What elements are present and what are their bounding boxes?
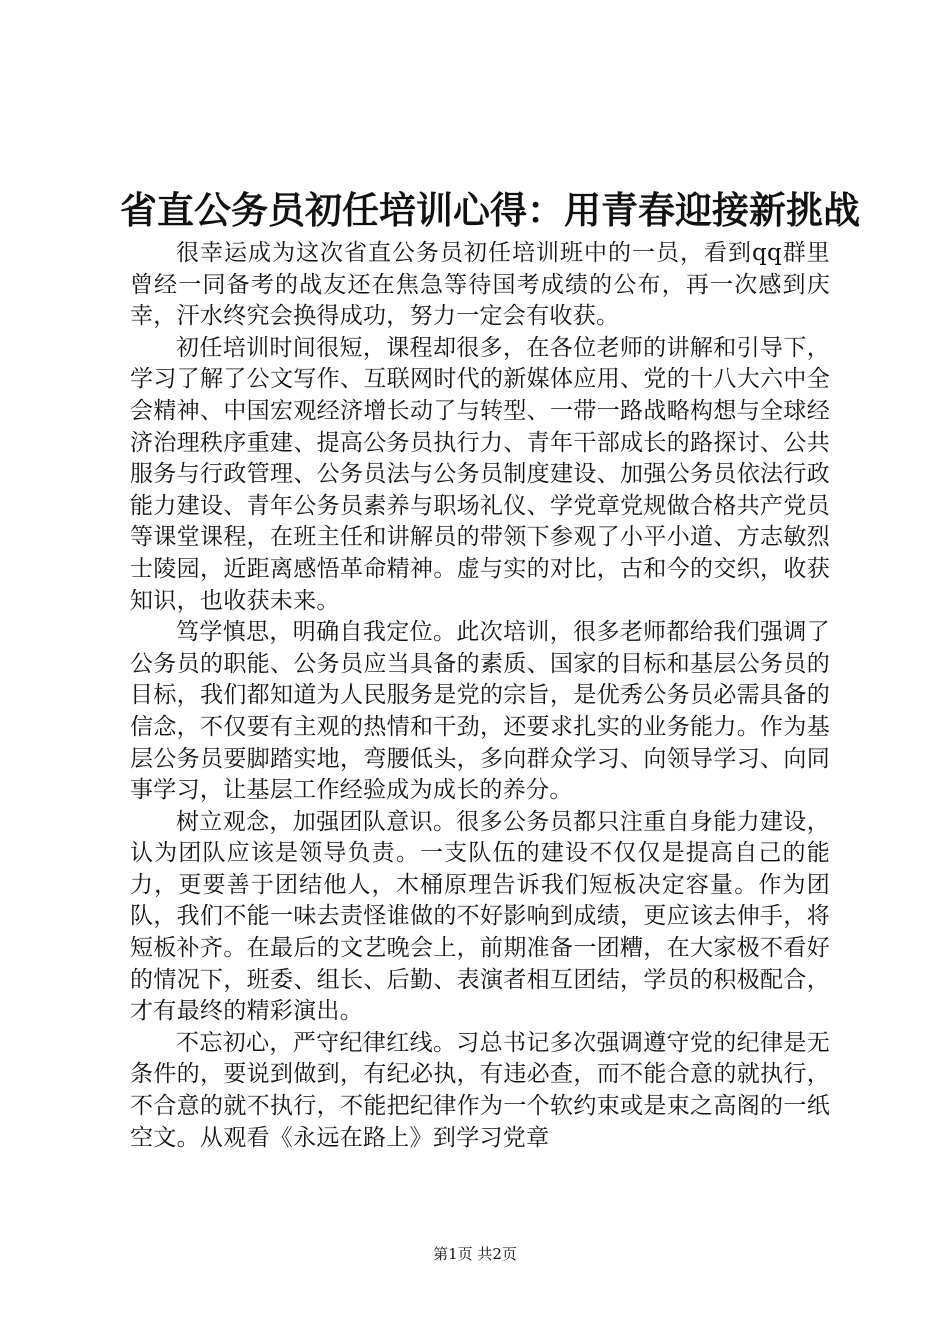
paragraph: 树立观念，加强团队意识。很多公务员都只注重自身能力建设，认为团队应该是领导负责。一支队伍的建设不仅仅是提高自己的能力，更要善于团结他人，木桶原理告诉我们短板决定容量。作为团队，我们不能一味去责怪谁做的不好影响到成绩，更应该去伸手，将短板补齐。在最后的文艺晚会上，前期准备一团糟，在大家极不看好的情况下，班委、组长、后勤、表演者相互团结，学员的积极配合，才有最终的精彩演出。: [130, 808, 830, 1025]
page-footer: 第1页 共2页: [433, 1245, 517, 1263]
document-title: 省直公务员初任培训心得：用青春迎接新挑战: [120, 188, 860, 232]
paragraph: 不忘初心，严守纪律红线。习总书记多次强调遵守党的纪律是无条件的，要说到做到，有纪必执，有违必查，而不能合意的就执行，不合意的就不执行，不能把纪律作为一个软约束或是束之高阁的一纸空文。从观看《永远在路上》到学习党章: [130, 1029, 830, 1151]
document-body: [130, 238, 830, 1154]
paragraph: 笃学慎思，明确自我定位。此次培训，很多老师都给我们强调了公务员的职能、公务员应当具备的素质、国家的目标和基层公务员的目标，我们都知道为人民服务是党的宗旨，是优秀公务员必需具备的信念，不仅要有主观的热情和干劲，还要求扎实的业务能力。作为基层公务员要脚踏实地，弯腰低头，多向群众学习、向领导学习、向同事学习，让基层工作经验成为成长的养分。: [130, 619, 830, 804]
paragraph: 很幸运成为这次省直公务员初任培训班中的一员，看到qq群里曾经一同备考的战友还在焦急等待国考成绩的公布，再一次感到庆幸，汗水终究会换得成功，努力一定会有收获。: [130, 240, 830, 330]
paragraph: 初任培训时间很短，课程却很多，在各位老师的讲解和引导下，学习了解了公文写作、互联网时代的新媒体应用、党的十八大六中全会精神、中国宏观经济增长动了与转型、一带一路战略构想与全球经济治理秩序重建、提高公务员执行力、青年干部成长的路探讨、公共服务与行政管理、公务员法与公务员制度建设、加强公务员依法行政能力建设、青年公务员素养与职场礼仪、学党章党规做合格共产党员等课堂课程，在班主任和讲解员的带领下参观了小平小道、方志敏烈士陵园，近距离感悟革命精神。虚与实的对比，古和今的交织，收获知识，也收获未来。: [130, 334, 830, 614]
